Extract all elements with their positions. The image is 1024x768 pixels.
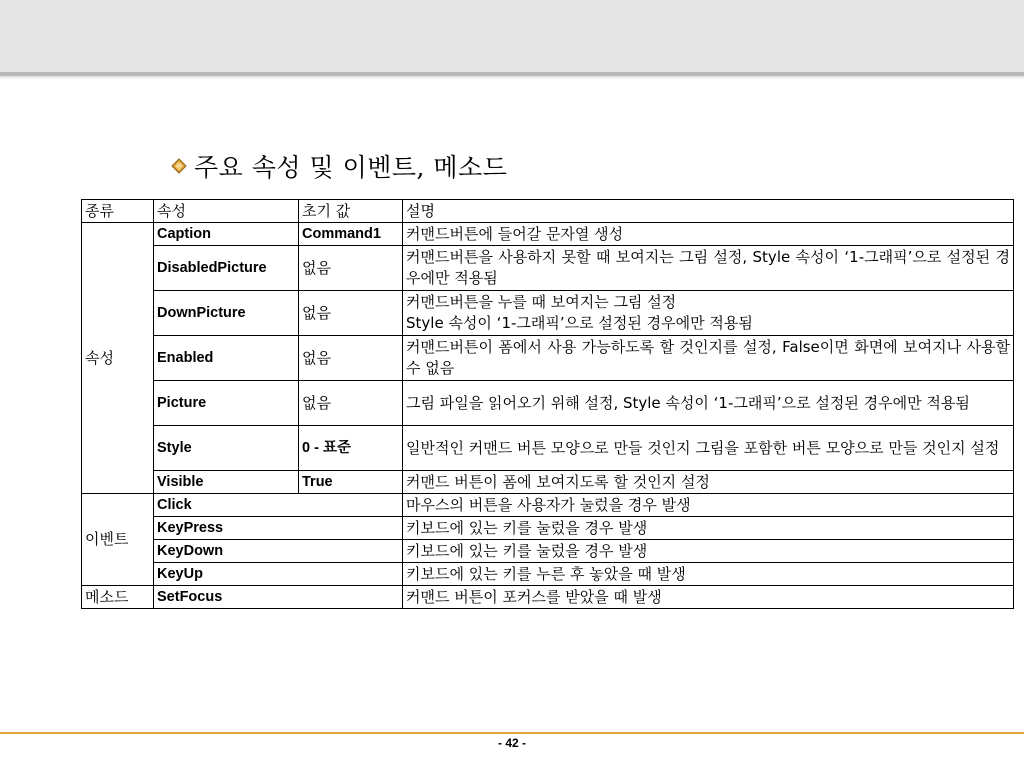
event-name: KeyDown <box>154 540 403 563</box>
event-name: KeyPress <box>154 517 403 540</box>
initial-value: 없음 <box>299 246 403 291</box>
table-row <box>82 223 1014 246</box>
description: 키보드에 있는 키를 눌렀을 경우 발생 <box>403 517 1014 540</box>
diamond-bullet-icon <box>170 157 188 175</box>
property-name: Picture <box>154 381 299 426</box>
property-name: Visible <box>154 471 299 494</box>
page-number: - 42 - <box>497 736 526 750</box>
slide-heading <box>170 148 507 184</box>
table-row <box>82 381 1014 426</box>
description: 그림 파일을 읽어오기 위해 설정, Style 속성이 ‘1-그래픽’으로 설정된 경우에만 적용됨 <box>403 381 1014 426</box>
header-description: 설명 <box>403 200 1014 223</box>
table-row <box>82 540 1014 563</box>
table-row <box>82 586 1014 609</box>
description: 키보드에 있는 키를 눌렀을 경우 발생 <box>403 540 1014 563</box>
initial-value: 없음 <box>299 381 403 426</box>
description: 커맨드버튼이 폼에서 사용 가능하도록 할 것인지를 설정, False이면 화면에 보여지나 사용할 수 없음 <box>403 336 1014 381</box>
table-row <box>82 494 1014 517</box>
initial-value: 0 - 표준 <box>299 426 403 471</box>
description: 커맨드버튼을 누를 때 보여지는 그림 설정 Style 속성이 ‘1-그래픽’으로 설정된 경우에만 적용됨 <box>403 291 1014 336</box>
table-header-row <box>82 200 1014 223</box>
table-row <box>82 246 1014 291</box>
table-row <box>82 517 1014 540</box>
category-cell-events: 이벤트 <box>82 494 154 586</box>
top-banner <box>0 0 1024 76</box>
property-name: Style <box>154 426 299 471</box>
description: 커맨드 버튼이 포커스를 받았을 때 발생 <box>403 586 1014 609</box>
table-row <box>82 336 1014 381</box>
description: 마우스의 버튼을 사용자가 눌렀을 경우 발생 <box>403 494 1014 517</box>
description: 커맨드 버튼이 폼에 보여지도록 할 것인지 설정 <box>403 471 1014 494</box>
command-button-members-table <box>81 199 1014 609</box>
category-cell-properties: 속성 <box>82 223 154 494</box>
initial-value: 없음 <box>299 336 403 381</box>
description: 키보드에 있는 키를 누른 후 놓았을 때 발생 <box>403 563 1014 586</box>
property-name: DownPicture <box>154 291 299 336</box>
initial-value: True <box>299 471 403 494</box>
event-name: Click <box>154 494 403 517</box>
table-row <box>82 563 1014 586</box>
category-cell-methods: 메소드 <box>82 586 154 609</box>
header-initial-value: 초기 값 <box>299 200 403 223</box>
table-row <box>82 426 1014 471</box>
property-name: Caption <box>154 223 299 246</box>
description: 커맨드버튼을 사용하지 못할 때 보여지는 그림 설정, Style 속성이 ‘1-그래픽’으로 설정된 경우에만 적용됨 <box>403 246 1014 291</box>
slide-title: 주요 속성 및 이벤트, 메소드 <box>194 153 508 182</box>
description: 커맨드버튼에 들어갈 문자열 생성 <box>403 223 1014 246</box>
event-name: KeyUp <box>154 563 403 586</box>
footer-divider <box>0 732 1024 734</box>
description: 일반적인 커맨드 버튼 모양으로 만들 것인지 그림을 포함한 버튼 모양으로 만들 것인지 설정 <box>403 426 1014 471</box>
table-row <box>82 291 1014 336</box>
initial-value: Command1 <box>299 223 403 246</box>
initial-value: 없음 <box>299 291 403 336</box>
header-category: 종류 <box>82 200 154 223</box>
property-name: DisabledPicture <box>154 246 299 291</box>
method-name: SetFocus <box>154 586 403 609</box>
header-property: 속성 <box>154 200 299 223</box>
table-row <box>82 471 1014 494</box>
property-name: Enabled <box>154 336 299 381</box>
